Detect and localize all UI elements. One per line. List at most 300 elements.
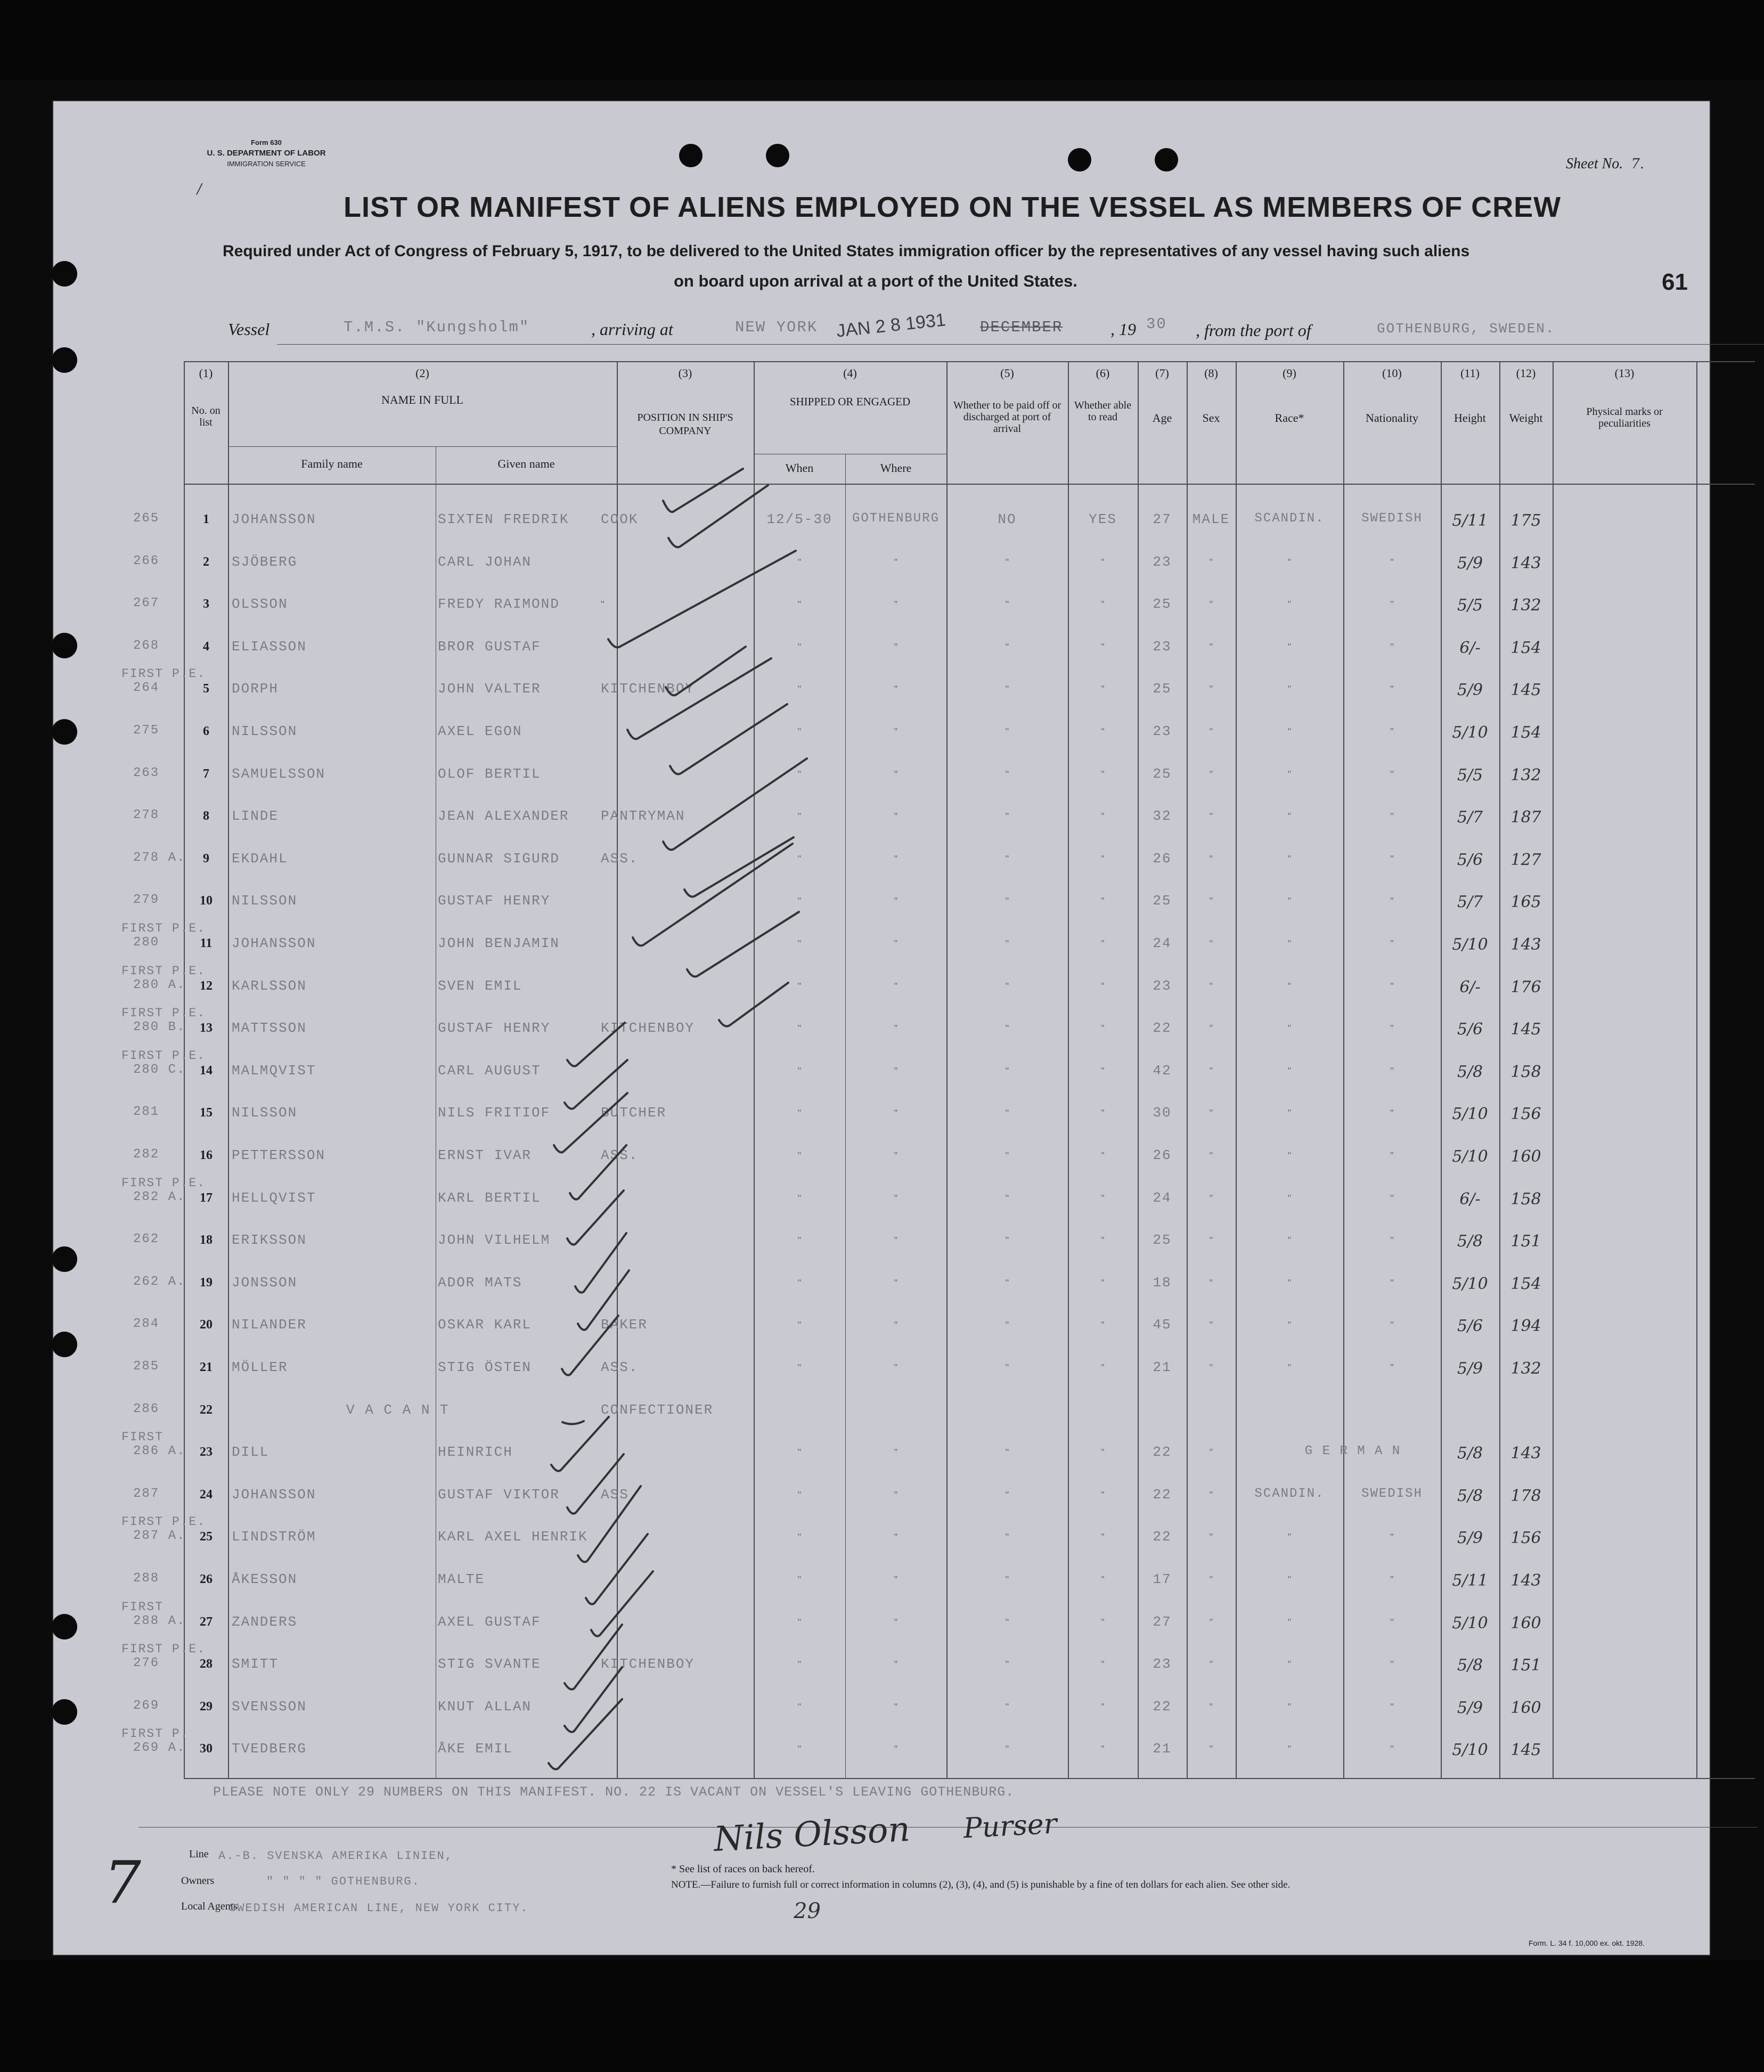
row-number: 8 — [203, 809, 209, 823]
cell-age: 27 — [1153, 1613, 1172, 1630]
cell-paid: " — [1005, 684, 1009, 695]
cell-ref: 269 A. — [133, 1741, 186, 1756]
cell-height: 5/10 — [1452, 1741, 1488, 1760]
cell-paid: " — [1005, 1023, 1009, 1034]
cell-ref: 288 A. — [133, 1613, 186, 1628]
cell-weight: 154 — [1510, 638, 1541, 657]
cell-read: " — [1101, 811, 1105, 822]
cell-paid: " — [1005, 1575, 1009, 1585]
cell-family: DILL — [232, 1444, 270, 1461]
check-mark — [663, 469, 743, 512]
cell-given: MALTE — [438, 1571, 485, 1587]
requirement-line-2: on board upon arrival at a port of the United States. — [674, 272, 1077, 290]
cell-sex: " — [1209, 939, 1213, 949]
cell-read: " — [1101, 1659, 1105, 1670]
cell-ref: 267 — [133, 596, 160, 611]
cell-read: " — [1101, 599, 1105, 610]
check-mark — [570, 1145, 626, 1200]
cell-height: 6/- — [1459, 977, 1481, 997]
cell-race: G E R M A N — [1304, 1444, 1401, 1459]
arrival-date-stamp: JAN 2 8 1931 — [835, 309, 947, 341]
film-border-bottom — [0, 1960, 1764, 2072]
cell-given: JEAN ALEXANDER — [438, 808, 569, 825]
row-number: 13 — [200, 1021, 213, 1035]
cell-race: " — [1287, 1108, 1292, 1119]
cell-paid: " — [1005, 641, 1009, 652]
line-label: Line — [189, 1848, 209, 1860]
arriving-label: , arriving at — [591, 320, 673, 339]
cell-given: AXEL EGON — [438, 723, 522, 739]
cell-when: " — [797, 1151, 802, 1161]
cell-paid: NO — [998, 511, 1017, 527]
cell-family: SVENSSON — [232, 1698, 307, 1715]
cell-position: ASS. — [601, 1147, 639, 1163]
cell-where: " — [894, 641, 898, 652]
cell-nat: " — [1390, 1193, 1394, 1204]
cell-read: " — [1101, 939, 1105, 949]
col11-heading: Height — [1454, 411, 1486, 425]
cell-given: ERNST IVAR — [438, 1147, 532, 1163]
cell-where: " — [894, 896, 898, 907]
cell-sex: " — [1209, 599, 1213, 610]
cell-race: " — [1287, 1320, 1292, 1331]
cell-paid: " — [1005, 1320, 1009, 1331]
cell-when: " — [797, 1532, 802, 1543]
penalty-note: NOTE.—Failure to furnish full or correct information in columns (2), (3), (4), and (5) is punishable by a fine of ten dollars for each alien. See other side. — [671, 1879, 1291, 1890]
cell-where: " — [894, 1320, 898, 1331]
cell-nat: " — [1390, 1065, 1394, 1076]
cell-weight: 143 — [1510, 1444, 1541, 1463]
cell-race: " — [1287, 684, 1292, 695]
cell-family: JONSSON — [232, 1274, 298, 1291]
cell-weight: 156 — [1510, 1105, 1541, 1124]
cell-height: 5/8 — [1457, 1656, 1483, 1675]
col6-heading: Whether able to read — [1074, 399, 1132, 423]
cell-when: " — [797, 727, 802, 737]
cell-where: " — [894, 853, 898, 864]
cell-sex: " — [1209, 981, 1213, 992]
cell-age: 24 — [1153, 935, 1172, 951]
cell-given: CARL JOHAN — [438, 553, 532, 570]
cell-family: JOHANSSON — [232, 1486, 316, 1503]
col5-heading: Whether to be paid off or discharged at port of arrival — [953, 399, 1061, 435]
cell-position: PANTRYMAN — [601, 808, 685, 825]
cell-when: " — [797, 1447, 802, 1458]
cell-given: OSKAR KARL — [438, 1317, 532, 1333]
page-number: 61 — [1662, 269, 1688, 295]
row-annotation: FIRST P.E. — [121, 1006, 206, 1021]
cell-given: KARL BERTIL — [438, 1189, 541, 1206]
cell-nat: " — [1390, 1320, 1394, 1331]
cell-paid: " — [1005, 981, 1009, 992]
cell-read: " — [1101, 1193, 1105, 1204]
check-mark — [551, 1417, 609, 1471]
vessel-name: T.M.S. "Kungsholm" — [344, 319, 530, 336]
row-number: 22 — [200, 1402, 213, 1417]
col12-heading: Weight — [1509, 411, 1543, 425]
cell-race: SCANDIN. — [1254, 511, 1325, 526]
cell-race: " — [1287, 1235, 1292, 1246]
cell-read: " — [1101, 1065, 1105, 1076]
check-mark — [719, 983, 788, 1026]
cell-where: GOTHENBURG — [852, 511, 940, 526]
cell-age: 23 — [1153, 638, 1172, 655]
cell-weight: 145 — [1510, 1020, 1541, 1039]
cell-read: " — [1101, 1575, 1105, 1585]
cell-when: " — [797, 1193, 802, 1204]
service-name: IMMIGRATION SERVICE — [227, 160, 306, 168]
cell-family: ERIKSSON — [232, 1232, 307, 1249]
cell-position: ASS. — [601, 850, 639, 867]
cell-where: " — [894, 557, 898, 568]
cell-height: 5/11 — [1452, 1571, 1488, 1590]
cell-paid: " — [1005, 727, 1009, 737]
cell-age: 18 — [1153, 1274, 1172, 1291]
cell-when: " — [797, 1320, 802, 1331]
cell-height: 5/10 — [1452, 1147, 1488, 1166]
cell-ref: 285 — [133, 1359, 160, 1374]
col9-number: (9) — [1283, 366, 1296, 380]
cell-read: " — [1101, 641, 1105, 652]
check-mark — [663, 758, 807, 850]
cell-race: " — [1287, 599, 1292, 610]
cell-where: " — [894, 1023, 898, 1034]
cell-height: 5/8 — [1457, 1486, 1483, 1505]
cell-read: " — [1101, 557, 1105, 568]
cell-read: " — [1101, 1023, 1105, 1034]
cell-sex: " — [1209, 1151, 1213, 1161]
cell-weight: 143 — [1510, 553, 1541, 573]
cell-weight: 165 — [1510, 893, 1541, 912]
cell-paid: " — [1005, 1065, 1009, 1076]
cell-when: " — [797, 1617, 802, 1628]
cell-race: " — [1287, 1065, 1292, 1076]
cell-position: ASS. — [601, 1359, 639, 1375]
cell-read: " — [1101, 1108, 1105, 1119]
cell-weight: 154 — [1510, 1274, 1541, 1293]
cell-paid: " — [1005, 1277, 1009, 1288]
check-mark — [687, 912, 799, 977]
cell-nat: " — [1390, 1108, 1394, 1119]
cell-given: JOHN BENJAMIN — [438, 935, 560, 951]
cell-weight: 158 — [1510, 1062, 1541, 1081]
cell-family: KARLSSON — [232, 977, 307, 994]
cell-sex: " — [1209, 1108, 1213, 1119]
cell-where: " — [894, 1108, 898, 1119]
cell-given: JOHN VILHELM — [438, 1232, 551, 1249]
col10-number: (10) — [1382, 366, 1402, 380]
cell-family: LINDSTRÖM — [232, 1529, 316, 1545]
cell-when: " — [797, 1575, 802, 1585]
cell-where: " — [894, 811, 898, 822]
cell-ref: 281 — [133, 1105, 160, 1120]
check-mark — [608, 551, 796, 647]
cell-age: 23 — [1153, 723, 1172, 739]
cell-age: 21 — [1153, 1359, 1172, 1375]
cell-height: 5/9 — [1457, 1359, 1483, 1378]
check-mark — [586, 1534, 648, 1604]
manifest-page — [53, 101, 1710, 1955]
cell-paid: " — [1005, 896, 1009, 907]
col9-heading: Race* — [1275, 411, 1304, 425]
total-count: 29 — [794, 1899, 821, 1923]
cell-age: 26 — [1153, 1147, 1172, 1163]
cell-sex: MALE — [1192, 511, 1230, 527]
row-number: 15 — [200, 1106, 213, 1120]
cell-when: " — [797, 853, 802, 864]
cell-age: 25 — [1153, 1232, 1172, 1249]
cell-when: " — [797, 1363, 802, 1373]
cell-sex: " — [1209, 1575, 1213, 1585]
row-annotation: FIRST P.E. — [121, 667, 206, 681]
row-number: 28 — [200, 1657, 213, 1671]
row-number: 24 — [200, 1487, 213, 1502]
cell-family: SMITT — [232, 1656, 279, 1673]
cell-read: " — [1101, 981, 1105, 992]
cell-height: 5/5 — [1457, 596, 1483, 615]
cell-nat: " — [1390, 853, 1394, 864]
cell-ref: 279 — [133, 893, 160, 908]
cell-age: 25 — [1153, 765, 1172, 782]
cell-given: GUSTAF VIKTOR — [438, 1486, 560, 1503]
col1-heading: No. on list — [191, 405, 220, 428]
cell-race: " — [1287, 557, 1292, 568]
cell-when: " — [797, 684, 802, 695]
cell-height: 5/6 — [1457, 850, 1483, 869]
cell-ref: 282 A. — [133, 1189, 186, 1204]
cell-race: " — [1287, 939, 1292, 949]
cell-family: NILSSON — [232, 1105, 298, 1121]
cell-family: ELIASSON — [232, 638, 307, 655]
cell-position: KITCHENBOY — [601, 681, 695, 697]
cell-position: CONFECTIONER — [601, 1401, 714, 1418]
check-mark — [591, 1571, 653, 1636]
cell-height: 5/10 — [1452, 1613, 1488, 1633]
cell-height: 5/8 — [1457, 1062, 1483, 1081]
cell-weight: 156 — [1510, 1529, 1541, 1548]
cell-height: 5/8 — [1457, 1444, 1483, 1463]
cell-nat: " — [1390, 1277, 1394, 1288]
cell-given: BROR GUSTAF — [438, 638, 541, 655]
cell-age: 24 — [1153, 1189, 1172, 1206]
row-number: 29 — [200, 1699, 213, 1714]
cell-given: SIXTEN FREDRIK — [438, 511, 569, 527]
cell-height: 5/6 — [1457, 1317, 1483, 1336]
row-number: 14 — [200, 1063, 213, 1078]
cell-paid: " — [1005, 599, 1009, 610]
cell-where: " — [894, 1235, 898, 1246]
row-number: 11 — [200, 936, 213, 950]
cell-race: " — [1287, 1659, 1292, 1670]
cell-paid: " — [1005, 853, 1009, 864]
col6-number: (6) — [1096, 366, 1110, 380]
cell-height: 5/11 — [1452, 511, 1488, 530]
cell-when: " — [797, 896, 802, 907]
cell-ref: 286 A. — [133, 1444, 186, 1459]
cell-position: " — [601, 599, 605, 610]
cell-given: OLOF BERTIL — [438, 765, 541, 782]
col10-heading: Nationality — [1366, 411, 1418, 425]
cell-family: SJÖBERG — [232, 553, 298, 570]
cell-nat: " — [1390, 1744, 1394, 1755]
cell-race: " — [1287, 1151, 1292, 1161]
cell-ref: 265 — [133, 511, 160, 526]
cell-when: " — [797, 1023, 802, 1034]
cell-height: 5/10 — [1452, 1105, 1488, 1124]
cell-family: MATTSSON — [232, 1020, 307, 1037]
row-number: 1 — [203, 512, 209, 526]
cell-read: " — [1101, 1320, 1105, 1331]
from-port: GOTHENBURG, SWEDEN. — [1377, 321, 1555, 337]
year-value: 30 — [1146, 315, 1167, 333]
cell-sex: " — [1209, 1617, 1213, 1628]
vessel-label: Vessel — [228, 320, 270, 339]
row-annotation: FIRST P.E. — [121, 1515, 206, 1529]
cell-paid: " — [1005, 1617, 1009, 1628]
cell-nat: " — [1390, 1659, 1394, 1670]
cell-read: " — [1101, 1447, 1105, 1458]
cell-nat: " — [1390, 896, 1394, 907]
cell-height: 5/10 — [1452, 1274, 1488, 1293]
cell-family: NILANDER — [232, 1317, 307, 1333]
cell-sex: " — [1209, 769, 1213, 780]
struck-month: DECEMBER — [980, 319, 1063, 336]
check-mark — [567, 1023, 625, 1066]
cell-weight: 178 — [1510, 1486, 1541, 1505]
check-mark — [562, 1421, 584, 1424]
cell-nat: " — [1390, 599, 1394, 610]
cell-paid: " — [1005, 769, 1009, 780]
cell-nat: " — [1390, 1532, 1394, 1543]
cell-weight: 160 — [1510, 1613, 1541, 1633]
check-mark — [666, 647, 746, 695]
cell-weight: 158 — [1510, 1189, 1541, 1209]
cell-ref: 275 — [133, 723, 160, 738]
row-number: 5 — [203, 682, 209, 696]
col2-number: (2) — [415, 366, 429, 380]
cell-sex: " — [1209, 1023, 1213, 1034]
cell-ref: 263 — [133, 765, 160, 780]
cell-paid: " — [1005, 557, 1009, 568]
cell-when: " — [797, 1235, 802, 1246]
cell-weight: 143 — [1510, 935, 1541, 954]
cell-age: 23 — [1153, 553, 1172, 570]
cell-when: " — [797, 557, 802, 568]
row-annotation: FIRST P.E. — [121, 964, 206, 978]
cell-ref: 280 — [133, 935, 160, 950]
cell-read: YES — [1089, 511, 1117, 527]
cell-paid: " — [1005, 1701, 1009, 1712]
cell-paid: " — [1005, 1447, 1009, 1458]
cell-ref: 262 A. — [133, 1274, 186, 1289]
cell-height: 5/9 — [1457, 681, 1483, 700]
cell-race: SCANDIN. — [1254, 1486, 1325, 1501]
row-number: 19 — [200, 1275, 213, 1290]
cell-where: " — [894, 684, 898, 695]
cell-where: " — [894, 1363, 898, 1373]
cell-given: GUSTAF HENRY — [438, 893, 551, 909]
check-mark — [567, 1454, 624, 1514]
cell-family: DORPH — [232, 681, 279, 697]
cell-nat: " — [1390, 727, 1394, 737]
cell-when: " — [797, 1489, 802, 1500]
check-mark — [565, 1667, 622, 1732]
cell-family: TVEDBERG — [232, 1741, 307, 1757]
owners-value: " " " " GOTHENBURG. — [266, 1875, 420, 1888]
cell-race: " — [1287, 1193, 1292, 1204]
cell-paid: " — [1005, 1108, 1009, 1119]
cell-paid: " — [1005, 1363, 1009, 1373]
cell-read: " — [1101, 896, 1105, 907]
cell-when: " — [797, 1659, 802, 1670]
cell-nat: " — [1390, 684, 1394, 695]
cell-nat: SWEDISH — [1361, 1486, 1423, 1501]
cell-race: " — [1287, 896, 1292, 907]
cell-given: NILS FRITIOF — [438, 1105, 551, 1121]
cell-nat: " — [1390, 939, 1394, 949]
cell-sex: " — [1209, 1447, 1213, 1458]
cell-race: " — [1287, 769, 1292, 780]
row-number: 2 — [203, 554, 209, 569]
cell-given: KNUT ALLAN — [438, 1698, 532, 1715]
cell-weight: 175 — [1510, 511, 1541, 530]
cell-ref: 288 — [133, 1571, 160, 1586]
col3-heading: POSITION IN SHIP'S COMPANY — [637, 412, 733, 437]
cell-weight: 194 — [1510, 1317, 1541, 1336]
cell-sex: " — [1209, 1363, 1213, 1373]
where-heading: Where — [880, 461, 912, 475]
cell-height: 5/7 — [1457, 808, 1483, 827]
cell-when: " — [797, 1277, 802, 1288]
cell-when: " — [797, 811, 802, 822]
cell-given: AXEL GUSTAF — [438, 1613, 541, 1630]
cell-weight: 151 — [1510, 1656, 1541, 1675]
cell-sex: " — [1209, 1193, 1213, 1204]
cell-ref: 278 A. — [133, 850, 186, 865]
row-number: 17 — [200, 1190, 213, 1205]
cell-read: " — [1101, 1151, 1105, 1161]
margin-number: 7 — [104, 1848, 141, 1916]
cell-weight: 145 — [1510, 681, 1541, 700]
cell-age: 42 — [1153, 1062, 1172, 1079]
cell-when: " — [797, 1701, 802, 1712]
check-mark — [668, 485, 768, 547]
cell-weight: 160 — [1510, 1147, 1541, 1166]
cell-height: 5/10 — [1452, 935, 1488, 954]
cell-nat: " — [1390, 1617, 1394, 1628]
cell-nat: " — [1390, 981, 1394, 992]
cell-age: 27 — [1153, 511, 1172, 527]
department-name: U. S. DEPARTMENT OF LABOR — [207, 149, 326, 158]
cell-sex: " — [1209, 727, 1213, 737]
row-number: 10 — [200, 894, 213, 908]
cell-sex: " — [1209, 684, 1213, 695]
cell-paid: " — [1005, 1151, 1009, 1161]
cell-where: " — [894, 1489, 898, 1500]
cell-where: " — [894, 1151, 898, 1161]
cell-sex: " — [1209, 1701, 1213, 1712]
cell-where: " — [894, 1617, 898, 1628]
row-number: 30 — [200, 1742, 213, 1756]
cell-nat: " — [1390, 1235, 1394, 1246]
film-border-top — [0, 0, 1764, 80]
cell-family: NILSSON — [232, 893, 298, 909]
col7-heading: Age — [1152, 411, 1172, 425]
cell-position: KITCHENBOY — [601, 1020, 695, 1037]
check-mark — [684, 837, 794, 897]
cell-sex: " — [1209, 1277, 1213, 1288]
cell-height: 6/- — [1459, 1189, 1481, 1209]
